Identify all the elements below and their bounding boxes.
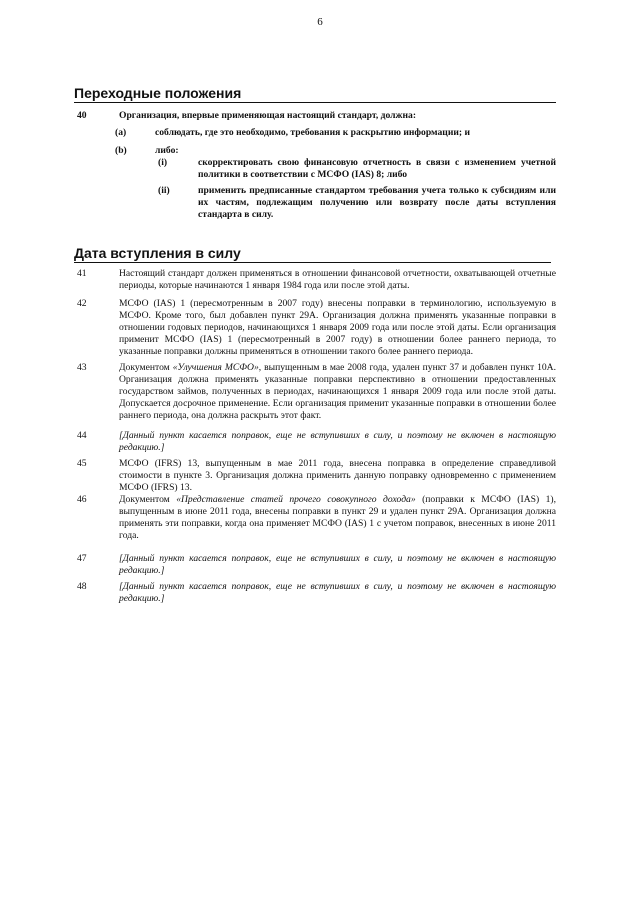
paragraph-46 xyxy=(74,494,556,542)
paragraph-text xyxy=(119,362,556,422)
paragraph-number: 42 xyxy=(77,298,87,309)
paragraph-45 xyxy=(74,458,556,494)
subitem-text: применить предписанные стандартом требования учета только к субсидиям или их частям, подлежащим получению или возврату после даты вступления стандарта в силу. xyxy=(198,185,556,220)
paragraph-43 xyxy=(74,362,556,422)
document-title: «Улучшения МСФО» xyxy=(172,362,259,373)
paragraph-number: 45 xyxy=(77,458,87,469)
paragraph-number: 40 xyxy=(77,110,87,121)
paragraph-48 xyxy=(74,581,556,605)
text-run: Документом xyxy=(119,494,177,505)
paragraph-41 xyxy=(74,268,556,292)
paragraph-text: МСФО (IAS) 1 (пересмотренным в 2007 году) внесены поправки в терминологию, используемую в МСФО. Кроме того, был добавлен пункт 29А. Организация должна применять указанные поправки в отношении годовых периодов, начинающихся 1 января 2009 года или после этой даты. Если организация применит МСФО (IAS) 1 (пересмотренный в 2007 году) в отношении более раннего периода, то указанные поправки должны применяться в отношении такого более раннего периода. xyxy=(119,298,556,357)
subitem-text: либо: xyxy=(155,145,179,156)
document-title: «Представление статей прочего совокупного дохода» xyxy=(176,494,416,505)
paragraph-text: [Данный пункт касается поправок, еще не вступивших в силу, и поэтому не включен в настоящую редакцию.] xyxy=(119,430,556,453)
text-run: , выпущенным в мае 2008 года, удален пункт 37 и добавлен пункт 10А. Организация должна применять указанные поправки перспективно в отношении предоставленных государством займов, полученных в периодах, начинающихся 1 января 2009 года или после этой даты. Допускается досрочное применение. Если организация применит указанные поправки в отношении более раннего периода, она должна раскрыть этот факт. xyxy=(119,362,557,421)
subitem-b-i xyxy=(158,157,556,181)
paragraph-number: 41 xyxy=(77,268,87,279)
paragraph-number: 43 xyxy=(77,362,87,373)
subitem-text: соблюдать, где это необходимо, требования к раскрытию информации; и xyxy=(155,127,470,138)
section-heading-effective-date: Дата вступления в силу xyxy=(74,245,551,263)
paragraph-42 xyxy=(74,298,556,358)
text-run: (поправки к МСФО (IAS) 1), выпущенным в июне 2011 года, внесены поправки в пункт 29 и удален пункт 29А. Организация должна применять эти поправки, когда она применяет МСФО (IAS) 1 с учетом поправок, внесенных в июне 2011 года. xyxy=(119,494,556,541)
paragraph-text: [Данный пункт касается поправок, еще не вступивших в силу, и поэтому не включен в настоящую редакцию.] xyxy=(119,553,556,576)
paragraph-number: 46 xyxy=(77,494,87,505)
subitem-label: (b) xyxy=(115,145,127,156)
subitem-text: скорректировать свою финансовую отчетность в связи с изменением учетной политики в соответствии с МСФО (IAS) 8; либо xyxy=(198,157,556,180)
subitem-b xyxy=(115,145,556,157)
page-number: 6 xyxy=(317,16,323,28)
section-heading-transition: Переходные положения xyxy=(74,85,556,103)
paragraph-number: 44 xyxy=(77,430,87,441)
paragraph-40 xyxy=(74,110,556,122)
subitem-label: (a) xyxy=(115,127,127,138)
paragraph-text: Организация, впервые применяющая настоящий стандарт, должна: xyxy=(119,110,417,121)
paragraph-text: [Данный пункт касается поправок, еще не вступивших в силу, и поэтому не включен в настоящую редакцию.] xyxy=(119,581,556,604)
subitem-label: (ii) xyxy=(158,185,170,196)
paragraph-number: 47 xyxy=(77,553,87,564)
paragraph-text xyxy=(119,494,556,542)
paragraph-text: МСФО (IFRS) 13, выпущенным в мае 2011 года, внесена поправка в определение справедливой стоимости в пункте 3. Организация должна применить данную поправку одновременно с применением МСФО (IFRS) 13. xyxy=(119,458,556,493)
paragraph-44 xyxy=(74,430,556,454)
subitem-a xyxy=(115,127,556,139)
text-run: Документом xyxy=(119,362,173,373)
paragraph-number: 48 xyxy=(77,581,87,592)
paragraph-47 xyxy=(74,553,556,577)
subitem-b-ii xyxy=(158,185,556,221)
subitem-label: (i) xyxy=(158,157,168,168)
paragraph-text: Настоящий стандарт должен применяться в отношении финансовой отчетности, охватывающей отчетные периоды, которые начинаются 1 января 1984 года или после этой даты. xyxy=(119,268,556,291)
